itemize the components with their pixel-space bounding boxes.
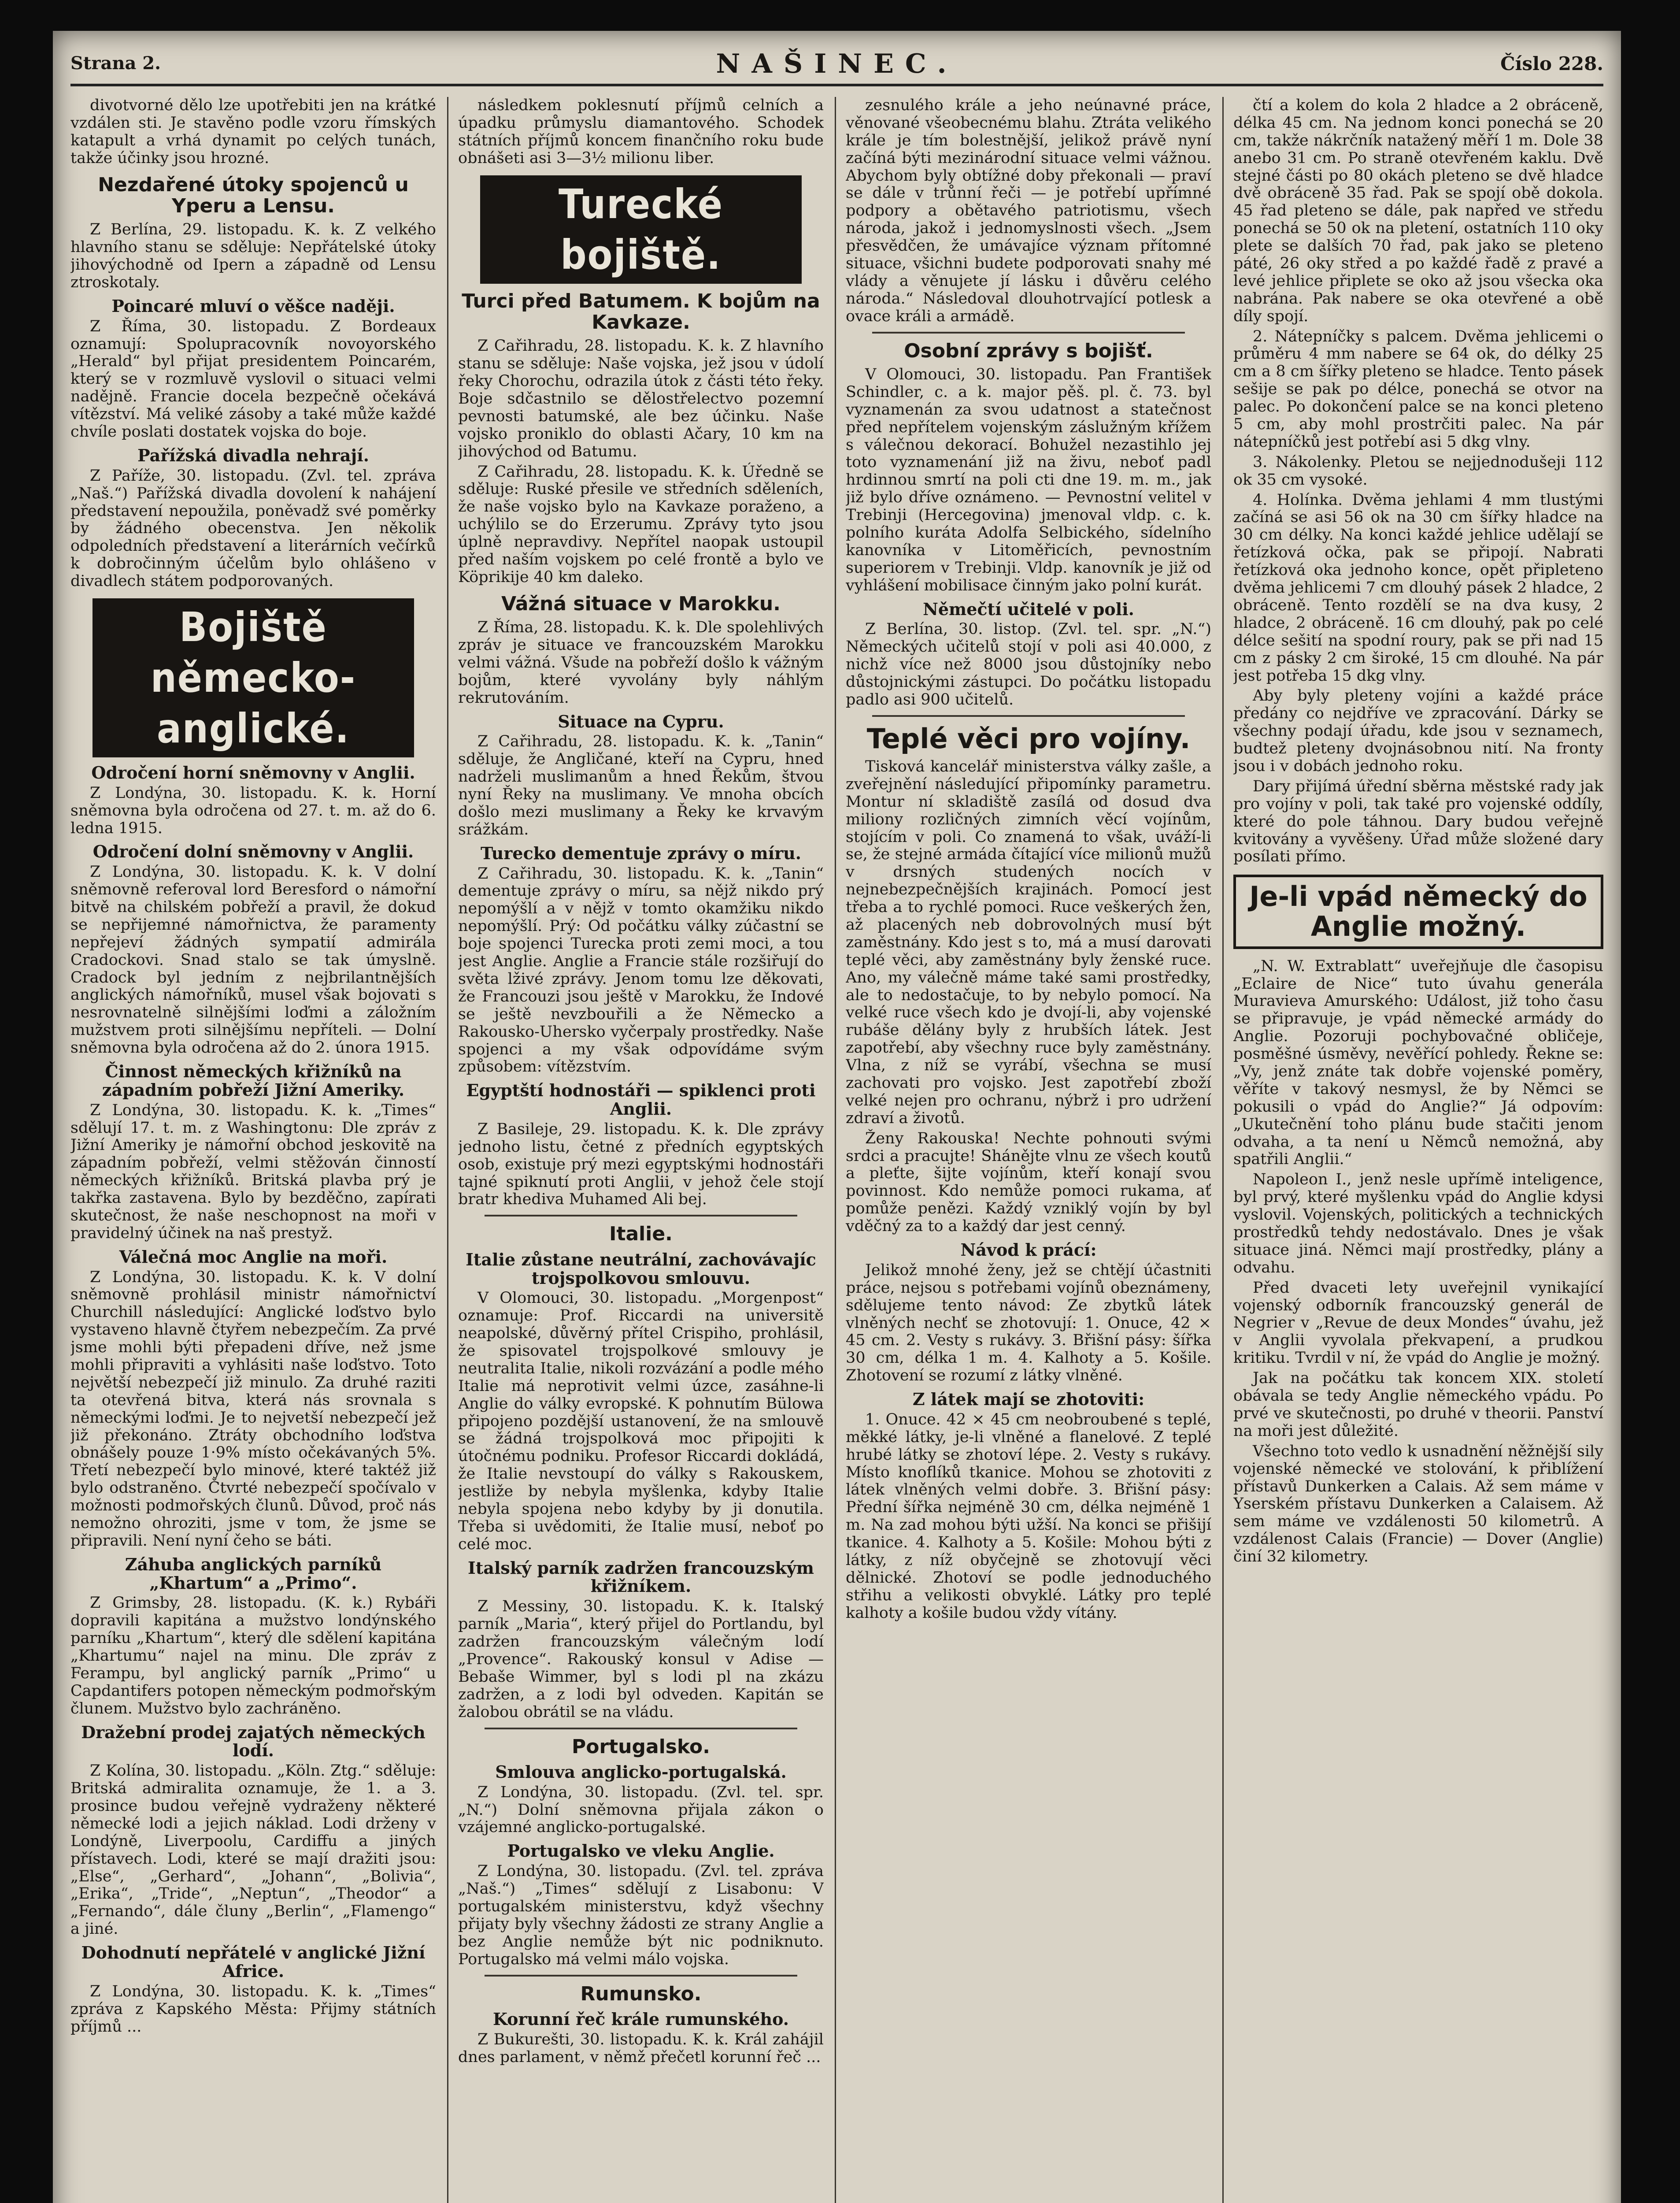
article-text: V Olomouci, 30. listopadu. Pan František Schindler, c. a k. major pěš. pl. č. 73. byl vyznamenán za svou udatnost a statečnost před nepřítelem vojenským záslužným křížem s válečnou dekorací. Bohužel nezastihlo jej toto vyznamenání již na živu, neboť padl hrdinnou smrtí na poli cti dne 19. m. m., jak již bylo dříve oznámeno. — Pevnostní velitel v Trebinji (Hercegovina) jmenoval vldp. c. k. polního kuráta Adolfa Selbického, sídelního kanovníka v Litoměřicích, pevnostním superiorem v Trebinji. Vldp. kanovník je již od vyhlášení mobilisace činným jako polní kurát. (846, 365, 1211, 594)
article-text: Z Paříže, 30. listopadu. (Zvl. tel. zpráva „Naš.“) Pařížská divadla dovolení k nahájení představení nepoužila, poněvadž své poměrky by žádného obecenstva. Jen několik odpoledních představení a literárních večírků k dobročinným účelům bylo ohlášeno v divadlech státem podporovaných. (70, 467, 436, 590)
article-text: Dary přijímá úřední sběrna městské rady jak pro vojíny v poli, tak také pro vojenské oddíly, které do pole táhnou. Dary budou veřejně kvitovány a vyvěšeny. Úřad může složené dary posílati přímo. (1233, 777, 1603, 866)
article-subheadline: Poincaré mluví o věšce naději. (111, 296, 395, 316)
article-headline: Osobní zprávy s bojišť. (904, 339, 1153, 362)
article-subheadline: Návod k prácí: (960, 1240, 1097, 1260)
article-text: Napoleon I., jenž nesle upřímě inteligence, byl prvý, které myšlenku vpád do Anglie kdysi vyslovil. Vojenských, politických a technických prostředků tehdy nedostávalo. Dnes je však situace jiná. Němci mají prostředky, plány a odvahu. (1233, 1171, 1603, 1276)
article-subheadline: Italský parník zadržen francouzským křižníkem. (468, 1558, 814, 1596)
article-text: 4. Holínka. Dvěma jehlami 4 mm tlustými začíná se asi 56 ok na 30 cm šířky hladce na 30 cm délky. Na konci každé jehlice udělají se řetízková očka, pak se připojí. Nabrati řetízková oka jednoho konce, opět připleteno dvěma jehlicemi 7 cm dlouhý pásek 2 hladce, 2 obráceně. Tento rozdělí se na dva kusy, 2 hladce, 2 obráceně. 16 cm dlouhý, pak po celé délce sešití na spodní roury, pak se při nad 15 cm z pásky 2 cm široké, 15 cm dlouhé. Na pár jest potřeba 15 dkg vlny. (1233, 491, 1603, 685)
article-subheadline: Dohodnutí nepřátelé v anglické Jižní Africe. (81, 1943, 426, 1981)
article-text: divotvorné dělo lze upotřebiti jen na krátké vzdálen sti. Je stavěno podle vzoru římských katapult a vrhá dynamit po celých tunách, takže účinky jsou hrozné. (70, 97, 436, 167)
article-text: Z Messiny, 30. listopadu. K. k. Italský parník „Maria“, který přijel do Portlandu, byl zadržen francouzským válečným lodí „Provence“. Rakouský konsul v Adise — Bebaše Wimmer, byl s lodi pl na zkázu zadržen, a z lodi byl odveden. Kapitán se žalobou obrátil se na vládu. (458, 1598, 824, 1721)
article-subheadline: Válečná moc Anglie na moři. (119, 1246, 388, 1267)
article-text: následkem poklesnutí příjmů celních a úpadku průmyslu diamantového. Schodek státních příjmů koncem finančního roku bude obnášeti asi 3—3½ milionu liber. (458, 97, 824, 167)
article-subheadline: Dražební prodej zajatých německých lodí. (81, 1722, 426, 1761)
article-headline: Vážná situace v Marokku. (501, 592, 781, 615)
article-subheadline: Odročení dolní sněmovny v Anglii. (93, 842, 414, 862)
article-headline: Nezdařené útoky spojenců u Yperu a Lensu. (98, 173, 409, 217)
column-rule (835, 97, 836, 2203)
article-text: Před dvaceti lety uveřejnil vynikající vojenský odborník francouzský generál de Negrier v „Revue de deux Mondes“ úvahu, jež v Anglii vyvolala překvapení, a prudkou kritiku. Tvrdil v ní, že vpád do Anglie je možný. (1233, 1279, 1603, 1367)
column-rule (1222, 97, 1224, 2203)
article-text: zesnulého krále a jeho neúnavné práce, věnované všeobecnému blahu. Ztráta velikého krále je tím bolestnější, jelikož právě nyní začíná býti mezinárodní situace velmi vážnou. Abychom byly obtížné doby překonali — praví se dále v trůnní řeči — je potřebí upřímné podpory a obětavého patriotismu, všech národa, jakož i jednomyslnosti všech. „Jsem přesvědčen, že umávajíce význam přítomné situace, všichni budete podporovati snahy mé vlády a věnujete jí lásku i důvěru celého národa.“ Následoval dlouhotrvající potlesk a ovace králi a armádě. (846, 97, 1211, 325)
article-text: Z Říma, 28. listopadu. K. k. Dle spolehlivých zpráv je situace ve francouzském Marokku velmi vážná. Všude na pobřeží došlo k vážným bojům, které vyvolány byly náhlým rekrutováním. (458, 619, 824, 707)
article-text: čtí a kolem do kola 2 hladce a 2 obráceně, délka 45 cm. Na jednom konci ponechá se 20 cm, takže nákrčník natažený měří 1 m. Dole 38 anebo 31 cm. Po straně otevřeném kaklu. Dvě stejné části po 80 okách pleteno se dvě hladce dvě obráceně 35 řad. Pak se spojí obě dokola. 45 řad pleteno se dále, pak napřed ve středu ponechá se 50 ok na pletení, ostatních 110 oky plete se dalších 70 řad, pak jako se pleteno páté, 26 oky střed a po každé řadě z pravé a levé jehlice připlete se oko až jsou všecka oka nabrána. Pak nabere se oka otevřené a obě díly spojí. (1233, 97, 1603, 325)
section-banner: Bojiště německo-anglické. (93, 598, 414, 757)
article-text: 3. Nákolenky. Pletou se nejjednodušeji 112 ok 35 cm vysoké. (1233, 453, 1603, 489)
article-text: „N. W. Extrablatt“ uveřejňuje dle časopisu „Eclaire de Nice“ tuto úvahu generála Muravieva Amurského: Událost, již toho času se připravuje, je vpád německé armády do Anglie. Pozoruji pochybovačné obličeje, posměšné úsměvy, nevěřící pohledy. Řekne se: „Vy, jenž znáte tak dobře vojenské poměry, věříte v takový nesmysl, že by Němci se pokusili o vpád do Anglie?“ Já odpovím: „Ukutečnění toho plánu bude stačiti jenom odvaha, a ta není u Němců nemožná, aby spatřili Anglii.“ (1233, 957, 1603, 1168)
article-subheadline: Němečtí učitelé v poli. (923, 599, 1134, 619)
article-headline: Turci před Batumem. K bojům na Kavkaze. (462, 289, 820, 334)
article-subheadline: Odročení horní sněmovny v Anglii. (91, 762, 415, 783)
article-text: Z Berlína, 29. listopadu. K. k. Z velkého hlavního stanu se sděluje: Nepřátelské útoky jihovýchodně od Ipern a západně od Lensu ztroskotaly. (70, 221, 436, 292)
article-text: Z Cařihradu, 30. listopadu. K. k. „Tanin“ dementuje zprávy o míru, sa nějž nikdo prý nepomýšlí a v nějž v tomto okamžiku nikdo nepomýšlí. Prý: Od počátku války zúčastní se boje spojenci Turecka proti zemi moci, a tou jest Anglie. Anglie a Francie stále rozšiřují do světa lživé zprávy. Jenom tomu lze děkovati, že Francouzi jsou ještě v Marokku, že Indové se ještě nevzbouřili a že Německo a Rakousko-Uhersko vyčerpaly prostředky. Naše spojenci a my však odpovídáme svým způsobem: vítězstvím. (458, 864, 824, 1076)
article-subheadline: Z látek mají se zhotoviti: (912, 1389, 1145, 1409)
divider (485, 1215, 797, 1216)
newspaper-title: NAŠINEC. (716, 48, 958, 79)
article-text: 1. Onuce. 42 × 45 cm neobroubené s teplé, měkké látky, je-li vlněné a flanelové. Z teplé hrubé látky se zhotoví lépe. 2. Vesty s rukávy. Místo knoflíků tkanice. Mohou se zhotoviti z látek vlněných velmi dobře. 3. Břišní pásy: Přední šířka nejméně 30 cm, délka nejméně 1 m. Na zad mohou býti užší. Na konci se přišijí tkanice. 4. Kalhoty a 5. Košile: Mohou býti z látky, z níž obyčejně se zhotovují věci dělnické. Zhotoví se podle jednoduchého střihu a velikosti obvyklé. Látky pro teplé kalhoty a košile budou vždy vítány. (846, 1410, 1211, 1622)
section-headline: Rumunsko. (580, 1982, 702, 2005)
article-headline: Je-li vpád německý do Anglie možný. (1249, 880, 1587, 943)
column-3 (846, 97, 1211, 2203)
divider (485, 1728, 797, 1729)
column-2 (458, 97, 824, 2203)
article-text: Z Cařihradu, 28. listopadu. K. k. Z hlavního stanu se sděluje: Naše vojska, jež jsou v údolí řeky Chorochu, odrazila útok z části této řeky. Boje sdčastnilo se dělostřelectvo pozemní pevnosti batumské, ale bez účinku. Naše vojsko proniklo do oblasti Ačary, 10 km na jihovýchod od Batumu. (458, 337, 824, 460)
article-text: Z Grimsby, 28. listopadu. (K. k.) Rybáři dopravili kapitána a mužstvo londýnského parníku „Khartum“, který dle sdělení kapitána „Khartumu“ najel na minu. Dle zpráv z Ferampu, byl anglický parník „Primo“ u Capdantifers potopen německým podmořským člunem. Mužstvo bylo zachráněno. (70, 1594, 436, 1717)
article-text: Z Cařihradu, 28. listopadu. K. k. Úředně se sděluje: Ruské přesile ve středních sděleních, že naše vojsko bylo na Kavkaze poraženo, a uchýlilo se do Erzerumu. Zprávy tyto jsou úplně nepravdivy. Nepřítel naopak ustoupil před naším vojskem po celé frontě a bylo ve Köprikije 40 km daleko. (458, 463, 824, 586)
divider (872, 332, 1185, 334)
boxed-headline (1233, 875, 1603, 949)
article-subheadline: Záhuba anglických parníků „Khartum“ a „Primo“. (125, 1554, 382, 1593)
article-text: Z Londýna, 30. listopadu. K. k. „Times“ zpráva z Kapského Města: Přijmy státních příjmů ... (70, 1982, 436, 2036)
article-text: Z Londýna, 30. listopadu. K. k. V dolní sněmovně prohlásil ministr námořnictví Churchill následující: Anglické loďstvo bylo vystaveno hlavně čtyřem nebezpečím. Za prvé jsme mohli býti přepadeni dříve, než jsme mohli připraviti a vyhlásiti naše loďstvo. Toto největší nebezpečí již minulo. Za druhé raziti ta otevřená bitva, která nás srovnala s německými loďmi. Je to nejvetší nebezpečí jež již překonáno. Ztráty obchodního loďstva obnášely pouze 1·9% místo očekávaných 5%. Třetí nebezpečí bylo minové, které taktéž již bylo odstraněno. Čtvrté nebezpečí spočívalo v možnosti podmořských člunů. Důvod, proč nás nemožno ohroziti, jsme v tom, že jsme se připravili. Není nyní čeho se báti. (70, 1268, 436, 1550)
issue-number: Číslo 228. (1500, 53, 1603, 74)
article-text: 2. Nátepníčky s palcem. Dvěma jehlicemi o průměru 4 mm nabere se 64 ok, do délky 25 cm a 8 cm šířky pleteno se hladce. Tento pásek sešije se pak po délce, ponechá se otvor na palec. Po dokončení palce se na konci pleteno 5 cm, aby mohl prostrčiti palec. Na pár nátepníčků jest potřebí asi 5 dkg vlny. (1233, 327, 1603, 451)
column-1 (70, 97, 436, 2203)
article-subheadline: Egyptští hodnostáři — spiklenci proti Anglii. (466, 1080, 816, 1119)
article-text: Z Cařihradu, 28. listopadu. K. k. „Tanin“ sděluje, že Angličané, kteří na Cypru, hned nadrželi muslimanům a hned Řekům, štvou nyní Řeky na muslimany. Ve mnoha obcích došlo mezi muslimany a Řeky ke krvavým srážkám. (458, 733, 824, 838)
article-text: Z Londýna, 30. listopadu. (Zvl. tel. zpráva „Naš.“) „Times“ sdělují z Lisabonu: V portugalském ministerstvu, když všechny přijaty byly všechny žádosti ze strany Anglie a bez Anglie nemůže být nic podniknuto. Portugalsko má velmi málo vojska. (458, 1862, 824, 1968)
article-text: Z Londýna, 30. listopadu. (Zvl. tel. spr. „N.“) Dolní sněmovna přijala zákon o vzájemné anglicko-portugalské. (458, 1783, 824, 1836)
article-text: Tisková kancelář ministerstva války zašle, a zveřejnění následující připomínky parametru. Montur ní skladiště zasílá od dosud dva miliony rozličných zimních věcí vojínům, stojícím v poli. Co znamená to však, uváží-li se, že stejné armáda čítající více milionů mužů v drsných studených nocích v nejnebezpečnějších krajinách. Pomocí jest třeba a to rychlé pomoci. Ruce veškerých žen, až placených neb dobrovolných musí být zaměstnány. Kdo jest s to, má a musí darovati teplé věci, aby zaměstnány byly ženské ruce. Ano, my válečně máme také sami prostředky, ale to nedostačuje, to by nebylo pomocí. Na velké ruce všech kdo je dvojí-li, aby vojenské rubáše dělány byly z hrubších látek. Jest zapotřebí, aby všechny ruce byly zaměstnány. Vlna, z níž se vyrábí, všechna se musí zachovati pro vojsko. Jest zapotřebí zboží velké nejen pro ochranu, nýbrž i pro udržení zdraví a životů. (846, 757, 1211, 1127)
article-text: V Olomouci, 30. listopadu. „Morgenpost“ oznamuje: Prof. Riccardi na universitě neapolské, důvěrný přítel Crispiho, prohlásil, že spisovatel trojspolkové smlouvy je neutralita Italie, nikoli rozvázání a podle mého Italie má neprotivit velmi úzce, zasáhne-li Anglie do války evropské. K pohnutím Bülowa připojeno pozdější ustanovení, že na smlouvě se žádná trojspolková moc připojiti k útočnému podniku. Profesor Riccardi dokládá, že Italie nevstoupí do války s Rakouskem, jestliže by nebyla myšlenka, kdyby Italie nebyla spojena nebo kdyby by ji donutila. Třeba si uvědomiti, že Italie musí, neboť po celé moc. (458, 1289, 824, 1553)
page-header (70, 44, 1603, 86)
article-text: Z Bukurešti, 30. listopadu. K. k. Král zahájil dnes parlament, v němž přečetl korunní řeč ... (458, 2030, 824, 2066)
article-subheadline: Portugalsko ve vleku Anglie. (507, 1841, 775, 1861)
article-text: Z Londýna, 30. listopadu. K. k. V dolní sněmovně referoval lord Beresford o námořní bitvě na chilském pobřeží a pravil, že dokud se nepřijemné námořnictva, že paramenty nepřejeví žádných sympatií admirála Cradockovi. Snad stalo se tak úmyslně. Cradock byl jedním z nejbrilantnějších anglických námořníků, musel však bojovati s nesrovnatelně silnějšími loďmi a záložním mužstvem proti silnějšímu nepříteli. — Dolní sněmovna byla odročena až do 2. února 1915. (70, 863, 436, 1057)
article-subheadline: Korunní řeč krále rumunského. (492, 2009, 789, 2029)
page-label: Strana 2. (70, 53, 161, 74)
article-text: Jelikož mnohé ženy, jež se chtějí účastniti práce, nejsou s potřebami vojínů obeznámeny, sdělujeme tento návod: Ze zbytků látek vlněných nechť se zhotovují: 1. Onuce, 42 × 45 cm. 2. Vesty s rukávy. 3. Břišní pásy: šířka 30 cm, délka 1 m. 4. Kalhoty a 5. Košile. Zhotovení se rozumí z látky vlněné. (846, 1261, 1211, 1385)
article-subheadline: Smlouva anglicko-portugalská. (495, 1762, 787, 1782)
divider (872, 715, 1185, 717)
column-4 (1233, 97, 1603, 2203)
article-text: Všechno toto vedlo k usnadnění něžnější sily vojenské německé ve stolování, k přiblížení přístavů Dunkerken a Calais. Až sem máme v Yserském přístavu Dunkerken a Calaisem. Až sem máme ve vzdálenosti 50 kilometrů. A vzdálenost Calais (Francie) — Dover (Anglie) činí 32 kilometry. (1233, 1442, 1603, 1566)
article-text: Z Kolína, 30. listopadu. „Köln. Ztg.“ sděluje: Britská admiralita oznamuje, že 1. a 3. prosince budou veřejně vydraženy některé německé lodi a jejich náklad. Lodi drženy v Londýně, Liverpoolu, Cardiffu a jiných přístavech. Lodi, které se mají dražiti jsou: „Else“, „Gerhard“, „Johann“, „Bolivia“, „Erika“, „Tride“, „Neptun“, „Theodor“ a „Fernando“, dále čluny „Berlin“, „Flamengo“ a jiné. (70, 1762, 436, 1938)
article-text: Z Basileje, 29. listopadu. K. k. Dle zprávy jednoho listu, četné z předních egyptských osob, existuje prý mezi egyptskými hodnostáři tajné spiknutí proti Anglii, v jehož čele stojí bratr khediva Muhamed Ali bej. (458, 1120, 824, 1209)
article-text: Z Londýna, 30. listopadu. K. k. Horní sněmovna byla odročena od 27. t. m. až do 6. ledna 1915. (70, 784, 436, 837)
article-subheadline: Italie zůstane neutrální, zachovávajíc trojspolkovou smlouvu. (466, 1249, 816, 1288)
article-text: Z Londýna, 30. listopadu. K. k. „Times“ sdělují 17. t. m. z Washingtonu: Dle zpráv z Jižní Ameriky je námořní obchod jeskovitě na západním pobřeží, velmi stěžován činností německých křižníků. Britská plavba prý je takřka zastavena. Bylo by bezděčno, zapírati skutečnost, že naše neschopnost na moři v pravidelný účinek na naš prestyž. (70, 1101, 436, 1242)
section-headline: Portugalsko. (571, 1735, 710, 1758)
article-text: Z Říma, 30. listopadu. Z Bordeaux oznamují: Spolupracovník novoyorského „Herald“ byl přijat presidentem Poincarém, který se v rozmluvě vyslovil o situaci velmi nadějně. Francie docela bezpečně očekává vítězství. Má veliké zásoby a také může každé chvíle poslati dostatek vojska do boje. (70, 317, 436, 441)
article-headline: Teplé věci pro vojíny. (866, 722, 1191, 755)
section-headline: Italie. (609, 1223, 673, 1246)
column-rule (447, 97, 448, 2203)
article-text: Ženy Rakouska! Nechte pohnouti svými srdci a pracujte! Shánějte vlnu ze všech koutů a pleťte, šijte vojínům, kteří konají svou povinnost. Kdo nemůže pomoci rukama, ať pomůže penězi. Každý vzniklý vojín by byl vděčný za to a každý dar jest cenný. (846, 1129, 1211, 1235)
article-subheadline: Turecko dementuje zprávy o míru. (480, 843, 802, 863)
article-text: Jak na počátku tak koncem XIX. století obávala se tedy Anglie německého vpádu. Po prvé ve skutečnosti, po druhé v theorii. Panství na moři jest důležité. (1233, 1369, 1603, 1440)
article-subheadline: Činnost německých křižníků na západním pobřeží Jižní Ameriky. (102, 1061, 405, 1100)
article-text: Aby byly pleteny vojíni a každé práce předány co nejdříve ve zpracování. Dárky se všechny podají úřadu, kde jsou v seznamech, budtež pleteny dvojnásobnou nití. Na fronty jsou i v dobách jednoho roku. (1233, 687, 1603, 775)
section-banner: Turecké bojiště. (480, 175, 802, 284)
article-subheadline: Pařížská divadla nehrají. (137, 445, 369, 465)
divider (485, 1975, 797, 1977)
article-text: Z Berlína, 30. listop. (Zvl. tel. spr. „N.“) Německých učitelů stojí v poli asi 40.000, z nichž více než 8000 jsou důstojníky nebo důstojnickými zástupci. Do počátku listopadu padlo asi 900 učitelů. (846, 620, 1211, 708)
newspaper-page (53, 31, 1621, 2203)
article-subheadline: Situace na Cypru. (558, 711, 724, 731)
